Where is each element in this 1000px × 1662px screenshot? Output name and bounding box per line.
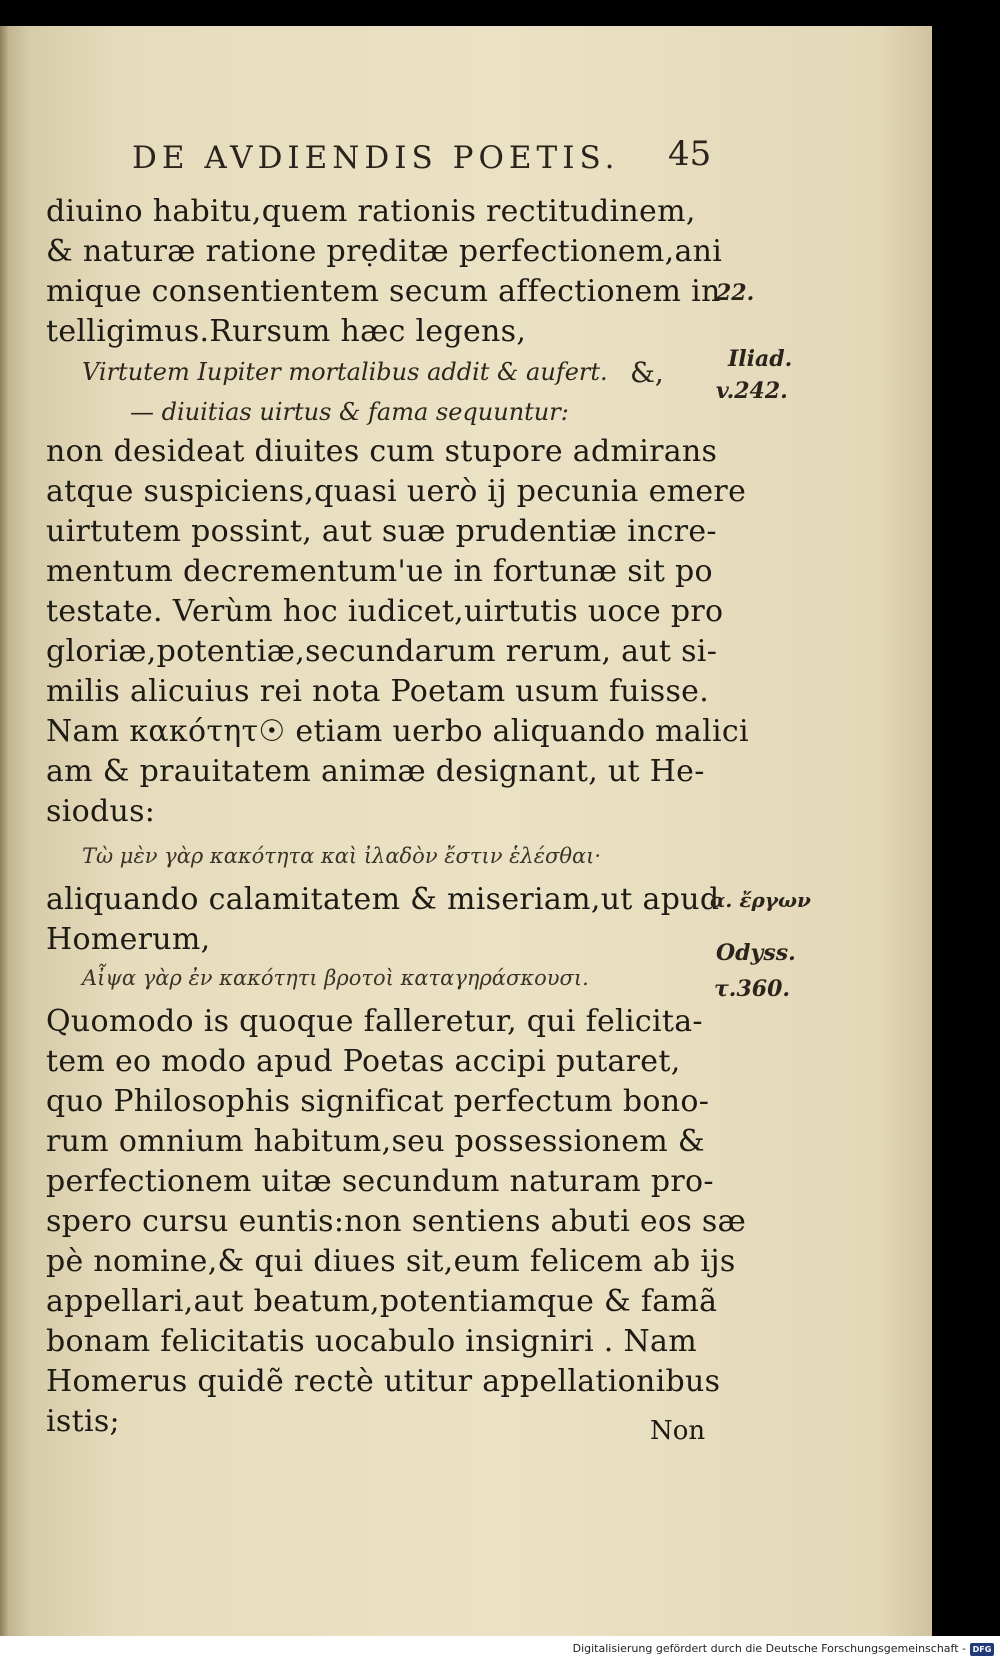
text-line-8: mentum decrementum'ue in fortunæ sit po	[46, 554, 713, 589]
text-line-1: diuino habitu,quem rationis rectitudinem,	[46, 194, 696, 229]
text-line-20: rum omnium habitum,seu possessionem &	[46, 1124, 705, 1159]
dfg-logo: DFG	[970, 1643, 994, 1656]
text-line-5: non desideat diuites cum stupore admirans	[46, 434, 718, 469]
text-line-24: appellari,aut beatum,potentiamque & famã	[46, 1284, 718, 1319]
margin-note-erga: α. ἔργων	[710, 888, 811, 912]
text-line-25: bonam felicitatis uocabulo insigniri . Nam	[46, 1324, 697, 1359]
text-line-4: telligimus.Rursum hæc legens,	[46, 314, 527, 349]
greek-verse-2: Αἶψα γὰρ ἐν κακότητι βροτοὶ καταγηράσκουσι.	[82, 966, 589, 990]
margin-note-verse-360: τ.360.	[714, 976, 791, 1002]
text-line-27: istis;	[46, 1404, 120, 1439]
footer-bar	[0, 1636, 1000, 1662]
margin-note-22: 22.	[716, 280, 755, 306]
quote-latin-2: — diuitias uirtus & fama sequuntur:	[130, 398, 569, 426]
text-line-13: am & prauitatem animæ designant, ut He-	[46, 754, 705, 789]
text-line-2: & naturæ ratione prẹditæ perfectionem,ani	[46, 234, 723, 269]
quote-latin-1-tail: &,	[630, 356, 664, 389]
greek-verse-1: Τὼ μὲν γὰρ κακότητα καὶ ἰλαδὸν ἔστιν ἑλέσθαι·	[82, 844, 602, 868]
page-number: 45	[668, 134, 712, 174]
text-line-6: atque suspiciens,quasi uerò ij pecunia emere	[46, 474, 747, 509]
margin-note-verse-242: v.242.	[716, 378, 788, 404]
book-page	[0, 26, 932, 1636]
text-line-10: gloriæ,potentiæ,secundarum rerum, aut si-	[46, 634, 718, 669]
text-line-19: quo Philosophis significat perfectum bono-	[46, 1084, 710, 1119]
text-line-12: Nam κακότητ☉ etiam uerbo aliquando malici	[46, 714, 749, 749]
funding-credit: Digitalisierung gefördert durch die Deutsche Forschungsgemeinschaft -	[572, 1642, 966, 1655]
text-line-21: perfectionem uitæ secundum naturam pro-	[46, 1164, 714, 1199]
text-line-11: milis alicuius rei nota Poetam usum fuisse.	[46, 674, 710, 709]
text-line-23: pè nomine,& qui diues sit,eum felicem ab ijs	[46, 1244, 736, 1279]
text-line-26: Homerus quidẽ rectè utitur appellationibus	[46, 1364, 721, 1399]
text-line-7: uirtutem possint, aut suæ prudentiæ incre-	[46, 514, 717, 549]
quote-latin-1: Virtutem Iupiter mortalibus addit & aufert.	[82, 358, 608, 386]
margin-note-iliad: Iliad.	[728, 346, 793, 372]
running-title: DE AVDIENDIS POETIS.	[132, 140, 620, 176]
text-line-18: tem eo modo apud Poetas accipi putaret,	[46, 1044, 681, 1079]
text-line-15: aliquando calamitatem & miseriam,ut apud	[46, 882, 720, 917]
text-line-14: siodus:	[46, 794, 156, 829]
text-line-9: testate. Verùm hoc iudicet,uirtutis uoce pro	[46, 594, 724, 629]
margin-note-odyssey: Odyss.	[716, 940, 796, 966]
catchword: Non	[650, 1416, 706, 1446]
text-line-22: spero cursu euntis:non sentiens abuti eos sæ	[46, 1204, 747, 1239]
text-line-17: Quomodo is quoque falleretur, qui felicita-	[46, 1004, 703, 1039]
text-line-16: Homerum,	[46, 922, 211, 957]
text-line-3: mique consentientem secum affectionem in	[46, 274, 721, 309]
